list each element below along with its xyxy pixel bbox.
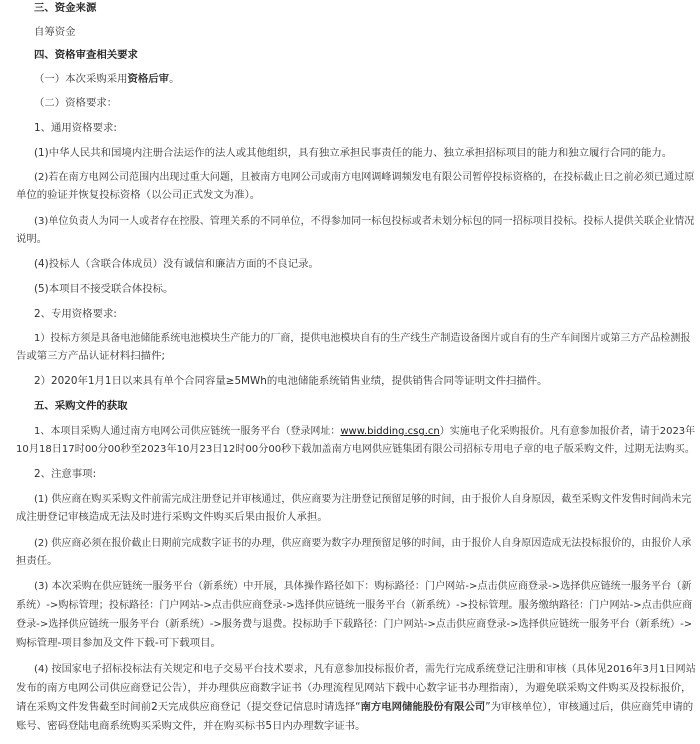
special-req-2: 2）2020年1月1日以来具有单个合同容量≥5MWh的电池储能系统销售业绩，提供销售合同等证明文件扫描件。	[34, 375, 548, 387]
general-req-1: (1)中华人民共和国境内注册合法运作的法人或其他组织，具有独立承担民事责任的能力、独立承担招标项目的能力和独立履行合同的能力。	[34, 147, 673, 159]
note-3-line3: 登录->选择供应链统一服务平台（新系统）->服务费与退费。投标助手下载路径：门户网站->点击供应商登录->选择供应链统一服务平台（新系统）->	[16, 619, 693, 630]
review-method-suffix: 。	[169, 73, 180, 85]
bidding-site-link[interactable]: www.bidding.csg.cn	[340, 426, 440, 437]
note-3-line2: 系统）->购标管理；投标路径：门户网站->点击供应商登录->选择供应链统一服务平台（新系统）->投标管理。服务缴纳路径：门户网站->点击供应商	[16, 600, 693, 611]
review-method-bold: 资格后审	[127, 73, 170, 85]
note-3-line4: 购标管理-项目参加及文件下载-可下载项目。	[16, 637, 221, 649]
note-3-line1: (3) 本次采购在供应链统一服务平台（新系统）中开展，具体操作路径如下：购标路径：门户网站->点击供应商登录->选择供应链统一服务平台（新	[34, 581, 692, 592]
note-4-line3	[16, 700, 696, 715]
section3-heading: 三、资金来源	[34, 2, 97, 14]
review-method	[34, 72, 696, 87]
procurement-line1	[34, 424, 696, 439]
general-req-2-line2: 单位的验证并恢复投标资格（以公司正式发文为准）。	[16, 189, 261, 201]
notes-title: 2、注意事项:	[34, 468, 97, 480]
section4-heading: 四、资格审查相关要求	[34, 49, 138, 61]
section5-heading: 五、采购文件的获取	[34, 400, 128, 412]
note-4-line4: 账号、密码登陆电商系统购买采购文件，并在购买标书5日内办理数字证书。	[16, 720, 366, 732]
note-2-line2: 担责任。	[16, 555, 58, 567]
general-req-3-line2: 说明。	[16, 233, 48, 245]
general-req-4: (4)投标人（含联合体成员）没有诚信和廉洁方面的不良记录。	[34, 258, 319, 270]
general-req-3-line1: (3)单位负责人为同一人或者存在控股、管理关系的不同单位，不得参加同一标包投标或者未划分标包的同一招标项目投标。投标人提供关联企业情况	[34, 216, 695, 227]
note-1-line2: 成注册登记审核造成无法及时进行采购文件购买后果由报价人承担。	[16, 511, 328, 523]
general-qualification-title: 1、通用资格要求:	[34, 122, 117, 134]
note-2-line1: (2) 供应商必须在报价截止日期前完成数字证书的办理，供应商要为数字办理预留足够的时间，由于报价人自身原因造成无法投标报价的，由报价人承	[34, 538, 692, 549]
note-4-line2: 发布的南方电网公司供应商登记公告），并办理供应商数字证书（办理流程见网站下载中心数字证书办理指南），为避免联采购文件购买及投标报价，	[16, 682, 692, 694]
note-1-line1: (1) 供应商在购买采购文件前需完成注册登记并审核通过，供应商要为注册登记预留足够的时间，由于报价人自身原因，截至采购文件发售时间尚未完	[34, 494, 692, 505]
special-req-1-line1: 1）投标方须是具备电池储能系统电池模块生产能力的厂商，提供电池模块自有的生产线生产制造设备图片或自有的生产车间图片或第三方产品检测报	[34, 333, 691, 344]
special-req-1-line2: 告或第三方产品认证材料扫描件;	[16, 350, 165, 362]
note-4-line3-b: ”为审核单位），审核通过后，供应商凭申请的	[485, 701, 694, 713]
general-req-5: (5)本项目不接受联合体投标。	[34, 283, 174, 295]
qualification-title: （二）资格要求：	[34, 97, 118, 109]
procurement-line1-a: 1、本项目采购人通过南方电网公司供应链统一服务平台（登录网址：	[34, 426, 341, 437]
general-req-2-line1: (2)若在南方电网公司范围内出现过重大问题，且被南方电网公司或南方电网调峰调频发电有限公司暂停投标资格的，在投标截止日之前必须已通过原	[34, 172, 695, 183]
procurement-line1-b: ）实施电子化采购报价。凡有意参加报价者，请于2023年	[439, 426, 696, 437]
review-method-prefix: （一）本次采购采用	[34, 73, 128, 85]
procurement-line2: 10月18日17时00分00秒至2023年10月23日12时00分00秒下载加盖南方电网供应链集团有限公司招标专用电子章的电子版采购文件，过期无法购买。	[16, 444, 695, 455]
note-4-line3-a: 请在采购文件发售截至时间前2天完成供应商登记（提交登记信息时请选择“	[16, 701, 361, 713]
section3-text: 自筹资金	[34, 26, 76, 38]
note-4-line1: (4) 按国家电子招标投标法有关规定和电子交易平台技术要求，凡有意参加投标报价者，需先行完成系统登记注册和审核（具体见2016年3月1日网站	[34, 664, 696, 675]
review-unit-name: 南方电网储能股份有限公司	[360, 701, 486, 713]
special-qualification-title: 2、专用资格要求:	[34, 308, 117, 320]
